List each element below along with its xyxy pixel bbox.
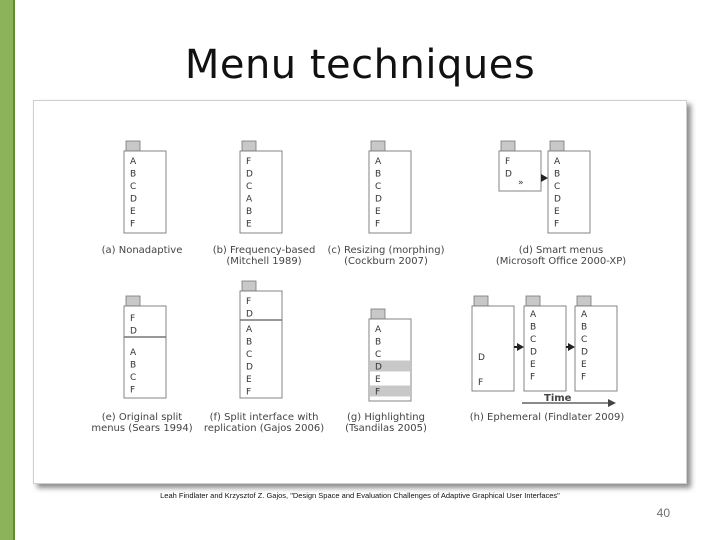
- menu-item: C: [554, 182, 561, 192]
- menu-item: F: [246, 157, 252, 167]
- menu-item: E: [554, 207, 560, 217]
- menu-item: A: [130, 348, 137, 358]
- menu-item: A: [246, 325, 253, 335]
- menu-item: B: [375, 337, 382, 348]
- menu-item: E: [246, 219, 252, 230]
- time-label: Time: [544, 393, 572, 404]
- page-number: 40: [656, 506, 670, 520]
- panel-caption: (Cockburn 2007): [344, 256, 428, 267]
- panel-caption: (c) Resizing (morphing): [327, 245, 445, 256]
- menu-item: F: [130, 385, 136, 396]
- panel-caption: (Tsandilas 2005): [345, 423, 427, 434]
- menu-item: E: [246, 375, 252, 385]
- menu-item: F: [375, 219, 381, 230]
- menu-item: D: [478, 353, 485, 363]
- menu-item: C: [130, 373, 137, 383]
- panel-caption: (Mitchell 1989): [226, 256, 302, 267]
- menu-item: C: [130, 182, 137, 192]
- menu-item: F: [554, 219, 560, 230]
- menu-item: B: [530, 322, 537, 333]
- menu-tab: [242, 281, 256, 291]
- menu-item: F: [505, 157, 511, 167]
- menu-item: A: [246, 194, 253, 205]
- expand-chevron-icon: »: [518, 178, 524, 188]
- panel-caption: (b) Frequency-based: [212, 245, 316, 256]
- menu-item: D: [530, 347, 537, 358]
- menu-item: D: [505, 169, 512, 180]
- menu-item: D: [130, 194, 137, 205]
- menu-tab: [126, 141, 140, 151]
- menu-tab: [577, 296, 591, 306]
- menu-tab: [126, 296, 140, 306]
- menu-item: B: [246, 337, 253, 348]
- panel-caption: (d) Smart menus: [518, 245, 604, 256]
- menu-item: F: [246, 387, 252, 398]
- menu-item: E: [530, 360, 536, 370]
- panel-caption: (Microsoft Office 2000-XP): [495, 256, 627, 267]
- menu-item: D: [581, 347, 588, 358]
- menu-item: A: [130, 157, 137, 167]
- menu-item: B: [130, 360, 137, 371]
- menu-item: F: [130, 219, 136, 230]
- menu-item: C: [375, 182, 382, 192]
- menu-tab: [526, 296, 540, 306]
- menu-item: E: [375, 375, 381, 385]
- panel-caption: menus (Sears 1994): [91, 423, 193, 434]
- menu-techniques-diagram: [34, 101, 686, 483]
- time-axis-arrowhead: [608, 399, 616, 407]
- menu-item: D: [375, 194, 382, 205]
- panel-caption: (g) Highlighting: [347, 412, 425, 423]
- menu-item: A: [375, 325, 382, 335]
- menu-item: B: [554, 169, 561, 180]
- menu-item: F: [581, 372, 587, 383]
- menu-item: E: [375, 207, 381, 217]
- menu-item: C: [530, 335, 537, 345]
- menu-item: A: [581, 310, 588, 320]
- menu-item: D: [246, 309, 253, 320]
- menu-item: C: [581, 335, 588, 345]
- menu-item: D: [375, 362, 382, 373]
- menu-item: C: [246, 182, 253, 192]
- menu-item: C: [375, 350, 382, 360]
- transition-arrowhead: [517, 343, 524, 351]
- menu-item: D: [246, 362, 253, 373]
- panel-caption: (e) Original split: [101, 412, 183, 423]
- menu-item: F: [130, 314, 136, 324]
- menu-item: C: [246, 350, 253, 360]
- transition-arrowhead: [541, 174, 548, 182]
- menu-item: B: [581, 322, 588, 333]
- transition-arrowhead: [568, 343, 575, 351]
- menu-item: B: [130, 169, 137, 180]
- menu-tab: [371, 141, 385, 151]
- menu-item: D: [246, 169, 253, 180]
- menu-tab: [371, 309, 385, 319]
- panel-caption: (h) Ephemeral (Findlater 2009): [469, 412, 625, 423]
- menu-item: F: [375, 387, 381, 398]
- menu-tab: [474, 296, 488, 306]
- menu-item: E: [130, 207, 136, 217]
- menu-techniques-figure: [33, 100, 687, 484]
- menu-item: D: [130, 326, 137, 337]
- menu-item: A: [375, 157, 382, 167]
- menu-item: A: [530, 310, 537, 320]
- menu-item: B: [246, 207, 253, 217]
- figure-citation: Leah Findlater and Krzysztof Z. Gajos, "Design Space and Evaluation Challenges of Adaptive Graphical User Interfaces": [160, 491, 560, 500]
- menu-item: E: [581, 360, 587, 370]
- menu-item: F: [478, 378, 484, 388]
- menu-item: D: [554, 194, 561, 205]
- panel-caption: replication (Gajos 2006): [203, 423, 325, 434]
- slide-title: Menu techniques: [184, 42, 536, 88]
- panel-caption: (f) Split interface with: [209, 412, 319, 423]
- menu-item: B: [375, 169, 382, 180]
- menu-tab: [550, 141, 564, 151]
- menu-tab: [501, 141, 515, 151]
- menu-item: F: [530, 372, 536, 383]
- menu-item: F: [246, 297, 252, 307]
- menu-tab: [242, 141, 256, 151]
- menu-item: A: [554, 157, 561, 167]
- panel-caption: (a) Nonadaptive: [101, 245, 183, 256]
